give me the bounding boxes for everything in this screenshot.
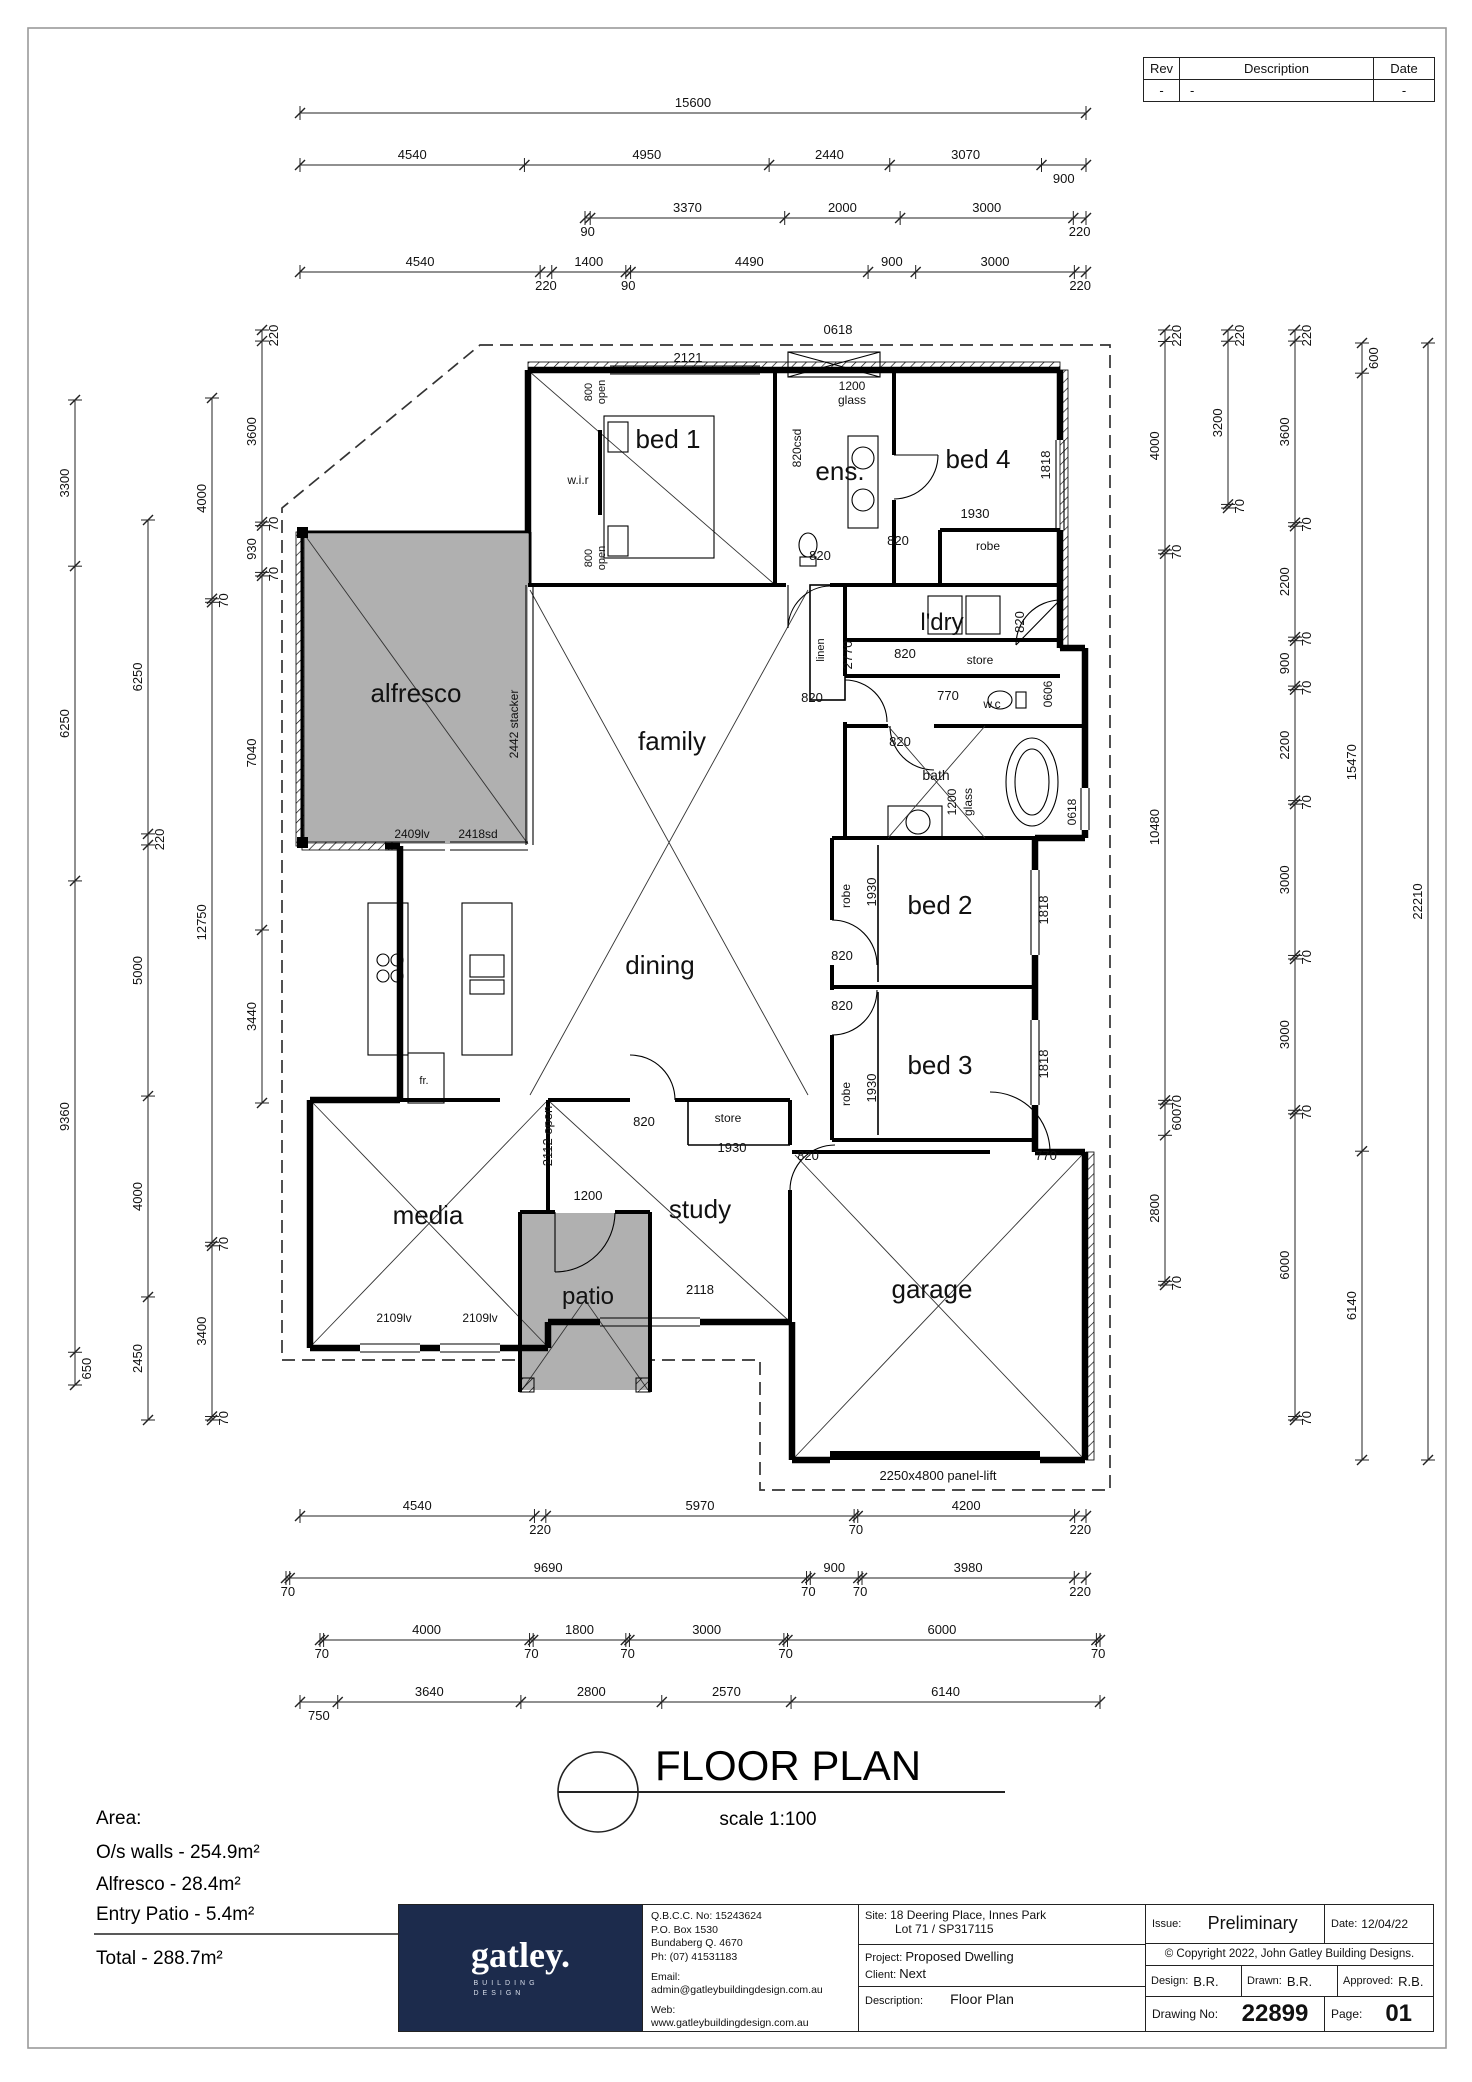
plan-annotation: 800 (583, 382, 595, 402)
dim-value: 930 (244, 538, 259, 560)
covered-areas (304, 534, 649, 1390)
plan-annotation: 2109lv (376, 1311, 412, 1325)
issue-details (1146, 1905, 1433, 2031)
plan-annotation: 0606 (1041, 680, 1055, 708)
dim-chain-8 (57, 395, 94, 1390)
dim-value: 900 (823, 1560, 846, 1575)
title-block (398, 1904, 1434, 2032)
dim-value: 90 (580, 224, 595, 239)
project-label: Project: (865, 1952, 903, 1964)
dim-value: 70 (216, 593, 231, 608)
dim-value: 220 (535, 278, 557, 293)
dim-value: 70 (216, 1411, 231, 1426)
web-value: www.gatleybuildingdesign.com.au (651, 2017, 809, 2030)
dim-value: 220 (266, 324, 281, 347)
dim-value: 3600 (1277, 417, 1292, 447)
site-line1: 18 Deering Place, Innes Park (890, 1908, 1047, 1922)
plan-annotation: 820 (1012, 611, 1027, 633)
dim-value: 6000 (1277, 1250, 1292, 1280)
room-label-patio: patio (561, 1283, 615, 1310)
rev-header: Date (1374, 58, 1434, 80)
dim-value: 4540 (402, 1498, 432, 1513)
plan-annotation: 820 (809, 548, 831, 563)
dim-value: 70 (1232, 498, 1247, 514)
dim-chain-1 (295, 147, 1091, 186)
logo-tagline: BUILDING DESIGN (473, 1979, 539, 1997)
dim-value: 900 (1277, 652, 1292, 675)
dim-value: 70 (1299, 631, 1314, 647)
dim-value: 22210 (1410, 883, 1425, 920)
plan-annotation: 1818 (1038, 450, 1053, 480)
dim-value: 70 (852, 1584, 868, 1599)
dim-chain-7 (295, 1684, 1105, 1723)
dim-value: 900 (881, 254, 903, 269)
plan-annotation: 2121 (673, 350, 703, 365)
dim-value: 70 (1169, 544, 1184, 560)
garage-door (830, 1451, 1040, 1460)
date-label: Date: (1331, 1917, 1358, 1930)
plan-annotation: w.c (983, 697, 1001, 711)
room-label-dining: dining (625, 950, 695, 980)
dim-value: 9690 (533, 1560, 563, 1575)
room-label-alfresco: alfresco (370, 678, 462, 708)
client-value: Next (899, 1966, 926, 1981)
dim-chain-10 (194, 393, 231, 1425)
dim-value: 3000 (1277, 865, 1292, 895)
issue-label: Issue: (1152, 1917, 1182, 1930)
web-label: Web: (651, 2003, 676, 2016)
plan-annotation: 1818 (1036, 895, 1051, 925)
dim-chain-5 (281, 1560, 1091, 1599)
dim-chain-4 (295, 1498, 1091, 1537)
dim-value: 4950 (632, 147, 662, 162)
dim-value: 220 (152, 828, 167, 851)
plan-annotation: 1930 (864, 877, 879, 907)
dim-value: 3070 (951, 147, 981, 162)
contact-details (643, 1905, 859, 2031)
dim-value: 90 (620, 278, 636, 293)
plan-annotation: 2112 open (540, 1105, 555, 1167)
dim-value: 70 (280, 1584, 296, 1599)
dim-value: 220 (1169, 324, 1184, 347)
dim-value: 70 (216, 1236, 231, 1252)
dim-value: 220 (529, 1522, 551, 1537)
dim-value: 70 (1299, 517, 1314, 532)
dim-value: 70 (620, 1646, 635, 1661)
plan-annotation: 800 (583, 548, 595, 568)
rev-cell: - (1144, 80, 1180, 101)
room-label-media: media (392, 1200, 464, 1230)
dim-value: 15470 (1344, 744, 1359, 781)
dim-chain-14 (1277, 325, 1314, 1426)
plan-annotation: 1930 (864, 1073, 879, 1103)
plan-annotation: 820 (831, 948, 853, 963)
dim-value: 220 (1232, 324, 1247, 347)
room-label-ens-: ens. (815, 456, 865, 486)
plan-annotation: 0618 (1065, 798, 1079, 826)
dim-value: 3300 (57, 468, 72, 498)
plan-annotation: 820csd (790, 428, 804, 468)
kitchen-island (462, 903, 512, 1055)
plan-annotation: 770 (1035, 1148, 1057, 1163)
dim-value: 650 (79, 1357, 94, 1380)
dim-value: 750 (308, 1708, 330, 1723)
dim-value: 220 (1068, 224, 1091, 239)
plan-annotation: 770 (937, 688, 959, 703)
design-label: Design: (1151, 1975, 1189, 1987)
plan-annotation: 820 (894, 646, 916, 661)
drawn-label: Drawn: (1247, 1975, 1282, 1987)
plan-annotation: linen (815, 638, 827, 662)
dim-value: 1800 (565, 1622, 594, 1637)
room-label-garage: garage (891, 1274, 973, 1304)
plan-annotation: 0618 (823, 322, 853, 337)
plan-annotation: open (596, 379, 608, 405)
room-label-bed-1: bed 1 (635, 424, 701, 454)
dim-chain-0 (295, 95, 1091, 120)
drawn-value: B.R. (1286, 1973, 1313, 1989)
dim-value: 3980 (953, 1560, 983, 1575)
dim-value: 220 (1069, 1522, 1092, 1537)
dim-value: 3000 (1277, 1020, 1292, 1050)
plan-annotation: 2770 (840, 640, 855, 670)
rev-header: Description (1180, 58, 1374, 80)
room-label-family: family (638, 726, 706, 756)
plan-annotation: 2250x4800 panel-lift (879, 1468, 997, 1483)
plan-annotation: store (714, 1111, 742, 1125)
dim-value: 4200 (951, 1498, 981, 1513)
room-label-l-dry: l'dry (920, 609, 964, 636)
dimension-chains (57, 95, 1435, 1723)
dim-value: 12750 (194, 904, 209, 941)
dim-value: 70 (314, 1646, 330, 1661)
drawing-no-label: Drawing No: (1152, 2007, 1219, 2021)
dim-chain-12 (1147, 325, 1184, 1291)
dim-chain-9 (130, 515, 167, 1425)
room-label-bed-3: bed 3 (907, 1050, 973, 1080)
page-label: Page: (1331, 2007, 1363, 2021)
rev-cell: - (1401, 83, 1407, 98)
dim-chain-6 (315, 1622, 1106, 1661)
dim-value: 3600 (244, 417, 259, 447)
dim-value: 6000 (927, 1622, 957, 1637)
dim-value: 900 (1052, 171, 1075, 186)
plan-annotation: 2109lv (462, 1311, 498, 1325)
dim-value: 70 (1299, 949, 1314, 965)
issue-value: Preliminary (1207, 1913, 1298, 1934)
plan-annotation: 1200 (838, 379, 866, 393)
dim-value: 2440 (814, 147, 844, 162)
drawing-no-value: 22899 (1241, 2000, 1309, 2027)
dim-value: 3200 (1210, 408, 1225, 438)
plan-annotation: 820 (831, 998, 853, 1013)
logo-wordmark: gatley. (471, 1934, 570, 1975)
room-label-bed-4: bed 4 (945, 444, 1011, 474)
dim-chain-15 (1344, 338, 1381, 1465)
description-label: Description: (865, 1995, 924, 2007)
plan-annotation: 820 (633, 1114, 655, 1129)
plan-annotation: 820 (801, 690, 823, 705)
dim-value: 70 (1169, 1094, 1184, 1110)
dim-value: 70 (524, 1646, 539, 1661)
dim-chain-16 (1410, 338, 1435, 1465)
dim-value: 3400 (194, 1316, 209, 1346)
dim-value: 6250 (57, 709, 72, 739)
client-label: Client: (865, 1969, 897, 1981)
dim-value: 5970 (685, 1498, 715, 1513)
plan-annotation: 820 (889, 734, 911, 749)
dim-chain-13 (1210, 325, 1247, 514)
drawing-scale: scale 1:100 (719, 1809, 817, 1830)
area-line: O/s walls - 254.9m² (96, 1842, 260, 1863)
plan-annotation: bath (922, 767, 950, 783)
company-logo (399, 1905, 643, 2031)
page-value: 01 (1385, 2000, 1413, 2027)
dim-value: 70 (1299, 1104, 1314, 1120)
dim-value: 6140 (1344, 1291, 1359, 1321)
dim-value: 70 (1090, 1646, 1106, 1661)
dim-value: 70 (1299, 680, 1314, 696)
dim-value: 5000 (130, 956, 145, 985)
rev-cell: - (1180, 80, 1374, 101)
dim-value: 70 (1299, 795, 1314, 810)
plan-annotation: glass (961, 787, 975, 817)
design-value: B.R. (1193, 1973, 1219, 1989)
dim-value: 70 (266, 566, 281, 582)
drawing-title-text: FLOOR PLAN (655, 1742, 922, 1789)
dim-value: 4000 (412, 1622, 442, 1637)
dim-value: 7040 (244, 738, 259, 768)
dim-value: 220 (1069, 278, 1092, 293)
plan-annotation: 2409lv (394, 827, 430, 841)
description-value: Floor Plan (950, 1991, 1014, 2007)
dim-value: 3640 (414, 1684, 444, 1699)
laundry-appliance (966, 596, 1000, 634)
plan-annotation: 2442 stacker (507, 689, 521, 759)
area-line: Entry Patio - 5.4m² (96, 1904, 255, 1925)
dim-value: 2200 (1277, 730, 1292, 760)
dim-value: 3000 (980, 254, 1010, 269)
copyright-note: © Copyright 2022, John Gatley Building Designs. (1146, 1944, 1433, 1966)
dim-value: 4000 (130, 1182, 145, 1211)
dim-value: 2450 (130, 1344, 145, 1373)
area-heading: Area: (96, 1808, 142, 1829)
area-total: Total - 288.7m² (96, 1948, 223, 1969)
dim-value: 600 (1366, 347, 1381, 369)
dim-value: 3000 (692, 1622, 722, 1637)
plan-annotation: 820 (887, 533, 909, 548)
plan-annotation: 1200 (945, 788, 959, 816)
contact-line: Bundaberg Q. 4670 (651, 1937, 743, 1950)
dim-value: 2200 (1277, 567, 1292, 597)
dim-value: 15600 (674, 95, 712, 110)
dim-value: 220 (1299, 324, 1314, 347)
project-value: Proposed Dwelling (905, 1949, 1014, 1964)
site-label: Site: (865, 1910, 888, 1922)
dim-value: 9360 (57, 1102, 72, 1132)
rev-header: Rev (1144, 58, 1180, 80)
area-summary (94, 1808, 420, 1969)
project-details (859, 1905, 1146, 2031)
dim-value: 3000 (972, 200, 1002, 215)
dim-value: 6250 (130, 662, 145, 692)
dim-value: 4540 (405, 254, 435, 269)
room-label-study: study (668, 1194, 732, 1224)
email-value: admin@gatleybuildingdesign.com.au (651, 1984, 823, 1997)
dim-value: 600 (1169, 1108, 1184, 1131)
dim-value: 4000 (1147, 431, 1162, 461)
email-label: Email: (651, 1970, 681, 1983)
dim-chain-2 (580, 200, 1091, 239)
dim-value: 2570 (711, 1684, 741, 1699)
plan-annotation: 1818 (1036, 1049, 1051, 1079)
dim-value: 70 (778, 1646, 793, 1661)
plan-annotation: glass (837, 393, 867, 407)
plan-annotation: robe (839, 883, 853, 909)
site-line2: Lot 71 / SP317115 (895, 1922, 994, 1936)
contact-line: P.O. Box 1530 (651, 1923, 718, 1936)
dim-value: 1400 (574, 254, 604, 269)
dim-value: 70 (1299, 1411, 1314, 1426)
dim-value: 3440 (244, 1002, 259, 1031)
dim-value: 2800 (1147, 1193, 1162, 1223)
dim-value: 10480 (1147, 808, 1162, 846)
contact-line: Q.B.C.C. No: 15243624 (651, 1910, 762, 1922)
dim-value: 4000 (194, 483, 209, 513)
approved-value: R.B. (1398, 1973, 1424, 1989)
plan-annotation: 1930 (960, 506, 990, 521)
date-value: 12/04/22 (1361, 1916, 1409, 1931)
dim-value: 2000 (827, 200, 857, 215)
dim-value: 70 (1169, 1275, 1184, 1291)
dim-value: 220 (1069, 1584, 1091, 1599)
plan-annotation: 1930 (717, 1140, 747, 1155)
dim-value: 70 (801, 1584, 816, 1599)
plan-annotation: store (966, 653, 994, 667)
dim-chain-11 (244, 325, 281, 1108)
room-label-bed-2: bed 2 (907, 890, 973, 920)
plan-annotation: fr. (419, 1075, 429, 1087)
dim-chain-3 (295, 254, 1091, 293)
dim-value: 2800 (576, 1684, 606, 1699)
plan-annotation: w.i.r (567, 473, 589, 487)
dim-value: 3370 (672, 200, 702, 215)
dim-value: 4490 (734, 254, 764, 269)
revision-table (1143, 57, 1435, 102)
plan-annotation: robe (975, 539, 1001, 553)
plan-annotation: 820 (797, 1148, 819, 1163)
dim-value: 6140 (931, 1684, 960, 1699)
contact-line: Ph: (07) 41531183 (651, 1950, 738, 1963)
plan-annotation: robe (839, 1081, 853, 1107)
drawing-title (558, 1742, 1005, 1832)
plan-annotation: 2418sd (458, 827, 498, 841)
dim-value: 70 (848, 1522, 864, 1537)
dim-value: 70 (266, 516, 281, 532)
plan-annotation: 2118 (686, 1282, 714, 1297)
plan-annotation: 1200 (573, 1188, 603, 1203)
approved-label: Approved: (1343, 1975, 1394, 1987)
area-line: Alfresco - 28.4m² (96, 1874, 241, 1895)
bath-tub (1006, 738, 1058, 826)
dim-value: 4540 (397, 147, 427, 162)
plan-annotation: open (596, 545, 608, 571)
